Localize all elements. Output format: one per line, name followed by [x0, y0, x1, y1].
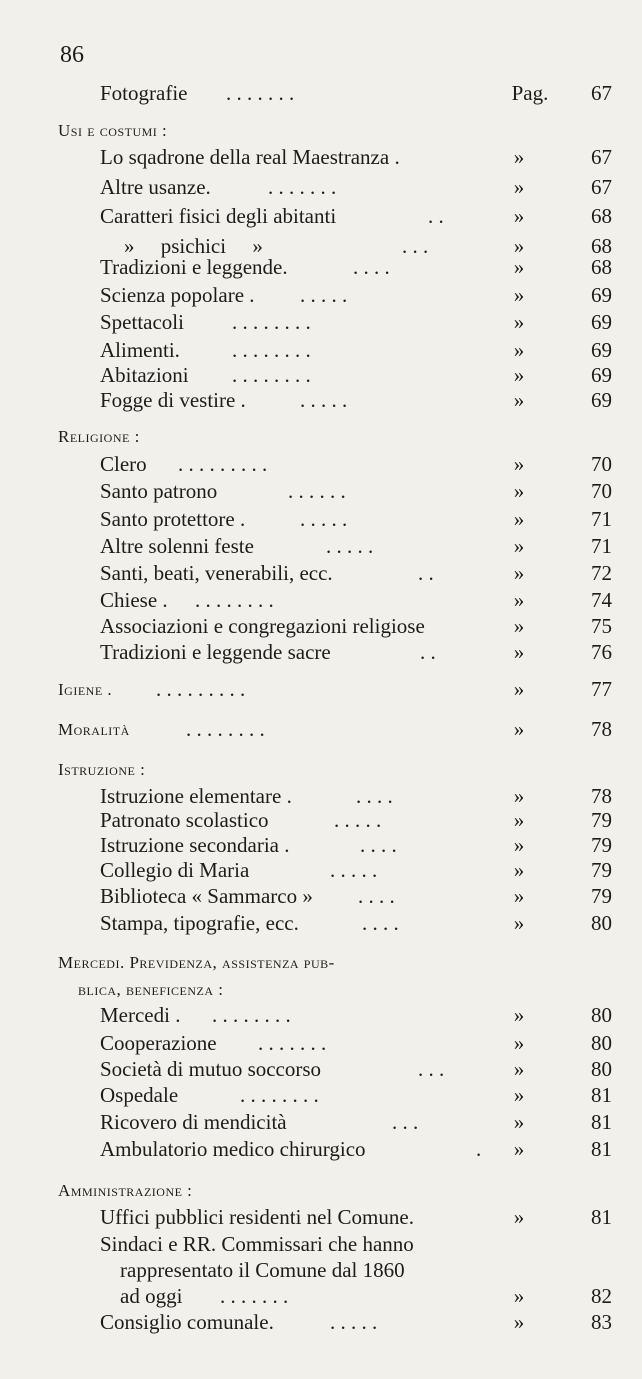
toc-entry	[0, 884, 642, 914]
toc-entry	[0, 1137, 642, 1167]
entry-page: 78	[591, 717, 612, 741]
entry-page: 78	[591, 784, 612, 808]
entry-page-label: Pag.	[511, 81, 549, 105]
section-heading-istruzione: Istruzione :	[58, 760, 146, 779]
entry-ditto-mark: »	[513, 175, 525, 199]
section-heading-religione: Religione :	[58, 427, 140, 446]
entry-title: Fogge di vestire .	[100, 388, 246, 412]
entry-leader-dots: . . . . . . . .	[232, 310, 311, 334]
entry-ditto-mark: »	[513, 204, 525, 228]
toc-entry	[0, 452, 642, 482]
entry-title: Tradizioni e leggende sacre	[100, 640, 331, 664]
entry-ditto-mark: »	[513, 588, 525, 612]
entry-page: 69	[591, 363, 612, 387]
entry-ditto-mark: »	[513, 1031, 525, 1055]
entry-ditto-mark: »	[513, 614, 525, 638]
entry-title: rappresentato il Comune dal 1860	[120, 1258, 405, 1282]
entry-title: ad oggi	[120, 1284, 183, 1308]
toc-entry	[0, 507, 642, 537]
entry-title: Clero	[100, 452, 147, 476]
entry-ditto-mark: »	[513, 1284, 525, 1308]
entry-title: » psichici »	[124, 234, 263, 258]
entry-ditto-mark: »	[513, 808, 525, 832]
entry-title: Stampa, tipografie, ecc.	[100, 911, 299, 935]
entry-ditto-mark: »	[513, 884, 525, 908]
entry-ditto-mark: »	[513, 310, 525, 334]
toc-entry	[0, 1310, 642, 1340]
toc-entry	[0, 310, 642, 340]
entry-leader-dots: . . . .	[360, 833, 397, 857]
entry-title: Abitazioni	[100, 363, 189, 387]
entry-ditto-mark: »	[513, 911, 525, 935]
entry-page: 74	[591, 588, 612, 612]
entry-title: Fotografie	[100, 81, 188, 105]
entry-page: 67	[591, 145, 612, 169]
entry-title: Collegio di Maria	[100, 858, 250, 882]
entry-page: 80	[591, 1057, 612, 1081]
entry-page: 71	[591, 507, 612, 531]
entry-leader-dots: . . . . . . .	[268, 175, 337, 199]
entry-page: 71	[591, 534, 612, 558]
entry-leader-dots: . . . .	[358, 884, 395, 908]
entry-page: 69	[591, 283, 612, 307]
entry-leader-dots: . . . . . . .	[220, 1284, 289, 1308]
entry-page: 76	[591, 640, 612, 664]
entry-ditto-mark: »	[513, 534, 525, 558]
entry-title: Patronato scolastico	[100, 808, 269, 832]
toc-entry	[0, 1110, 642, 1140]
entry-page: 68	[591, 255, 612, 279]
entry-leader-dots: . . .	[418, 1057, 445, 1081]
entry-leader-dots: . . . . . . . .	[195, 588, 274, 612]
entry-page: 80	[591, 911, 612, 935]
entry-leader-dots: . . . . . . . . .	[156, 677, 246, 701]
toc-entry	[0, 204, 642, 234]
entry-ditto-mark: »	[513, 1057, 525, 1081]
entry-leader-dots: . . . .	[356, 784, 393, 808]
entry-page: 82	[591, 1284, 612, 1308]
entry-title: Consiglio comunale.	[100, 1310, 274, 1334]
entry-leader-dots: . . . . .	[330, 858, 378, 882]
toc-entry	[0, 175, 642, 205]
toc-entry	[0, 1205, 642, 1235]
entry-ditto-mark: »	[513, 507, 525, 531]
entry-title: Biblioteca « Sammarco »	[100, 884, 313, 908]
entry-title: Spettacoli	[100, 310, 184, 334]
entry-page: 79	[591, 858, 612, 882]
entry-leader-dots: . . . . .	[300, 388, 348, 412]
entry-ditto-mark: »	[513, 255, 525, 279]
entry-ditto-mark: »	[513, 388, 525, 412]
entry-title: Ricovero di mendicità	[100, 1110, 287, 1134]
entry-leader-dots: . . . . . . . .	[186, 717, 265, 741]
entry-leader-dots: . . . . .	[326, 534, 374, 558]
entry-page: 68	[591, 204, 612, 228]
section-heading-mercedi-cont: blica, beneficenza :	[78, 980, 224, 999]
entry-page: 69	[591, 338, 612, 362]
section-heading-igiene: Igiene .	[58, 680, 113, 699]
entry-ditto-mark: »	[513, 479, 525, 503]
entry-ditto-mark: »	[513, 452, 525, 476]
entry-ditto-mark: »	[513, 640, 525, 664]
entry-ditto-mark: »	[513, 717, 525, 741]
entry-page: 75	[591, 614, 612, 638]
entry-leader-dots: . . . . . . .	[258, 1031, 327, 1055]
entry-title: Alimenti.	[100, 338, 180, 362]
entry-page: 81	[591, 1083, 612, 1107]
entry-leader-dots: . . . . .	[300, 507, 348, 531]
entry-page: 72	[591, 561, 612, 585]
entry-title: Ospedale	[100, 1083, 179, 1107]
entry-title: Santo protettore .	[100, 507, 246, 531]
entry-ditto-mark: »	[513, 145, 525, 169]
entry-page: 69	[591, 310, 612, 334]
entry-leader-dots: . .	[418, 561, 434, 585]
entry-title: Tradizioni e leggende.	[100, 255, 288, 279]
entry-leader-dots: . . . . . . . .	[240, 1083, 319, 1107]
entry-ditto-mark: »	[513, 784, 525, 808]
toc-entry	[0, 1003, 642, 1033]
entry-title: Cooperazione	[100, 1031, 217, 1055]
entry-title: Mercedi .	[100, 1003, 181, 1027]
entry-ditto-mark: »	[513, 677, 525, 701]
entry-leader-dots: . . . .	[353, 255, 390, 279]
entry-ditto-mark: »	[513, 234, 525, 258]
entry-ditto-mark: »	[513, 833, 525, 857]
entry-ditto-mark: »	[513, 338, 525, 362]
toc-entry	[0, 145, 642, 175]
entry-page: 81	[591, 1110, 612, 1134]
entry-title: Altre solenni feste	[100, 534, 254, 558]
entry-title: Sindaci e RR. Commissari che hanno	[100, 1232, 414, 1256]
entry-page: 80	[591, 1003, 612, 1027]
toc-entry	[0, 911, 642, 941]
entry-title: Santo patrono	[100, 479, 218, 503]
entry-title: Caratteri fisici degli abitanti	[100, 204, 337, 228]
entry-leader-dots: . . . . .	[330, 1310, 378, 1334]
toc-entry	[0, 561, 642, 591]
entry-ditto-mark: »	[513, 858, 525, 882]
section-heading-mercedi: Mercedi. Previdenza, assistenza pub-	[58, 953, 335, 972]
entry-page: 79	[591, 884, 612, 908]
entry-title: Chiese .	[100, 588, 168, 612]
entry-leader-dots: . . . . .	[334, 808, 382, 832]
entry-ditto-mark: »	[513, 1003, 525, 1027]
toc-entry	[0, 255, 642, 285]
entry-ditto-mark: »	[513, 283, 525, 307]
toc-entry	[0, 1083, 642, 1113]
entry-title: Uffici pubblici residenti nel Comune.	[100, 1205, 414, 1229]
entry-ditto-mark: »	[513, 561, 525, 585]
entry-leader-dots: . . .	[402, 234, 429, 258]
entry-ditto-mark: »	[513, 1205, 525, 1229]
entry-title: Ambulatorio medico chirurgico	[100, 1137, 366, 1161]
toc-entry	[0, 388, 642, 418]
entry-title: Associazioni e congregazioni religiose	[100, 614, 425, 638]
toc-entry	[0, 81, 642, 111]
toc-entry-moralita	[0, 717, 642, 747]
toc-entry-igiene	[0, 677, 642, 707]
entry-leader-dots: .	[476, 1137, 482, 1161]
entry-title: Lo sqadrone della real Maestranza .	[100, 145, 400, 169]
section-heading-usi: Usi e costumi :	[58, 121, 168, 140]
page-number: 86	[60, 42, 84, 68]
entry-leader-dots: . . . . . . . . .	[178, 452, 268, 476]
entry-page: 68	[591, 234, 612, 258]
entry-page: 69	[591, 388, 612, 412]
entry-leader-dots: . . .	[392, 1110, 419, 1134]
entry-title: Scienza popolare .	[100, 283, 255, 307]
entry-page: 67	[591, 81, 612, 105]
entry-leader-dots: . .	[420, 640, 436, 664]
entry-ditto-mark: »	[513, 1083, 525, 1107]
entry-ditto-mark: »	[513, 363, 525, 387]
entry-page: 70	[591, 452, 612, 476]
entry-leader-dots: . . . . .	[300, 283, 348, 307]
entry-page: 67	[591, 175, 612, 199]
entry-page: 81	[591, 1137, 612, 1161]
entry-title: Altre usanze.	[100, 175, 211, 199]
entry-leader-dots: . . . . . .	[288, 479, 346, 503]
entry-title: Santi, beati, venerabili, ecc.	[100, 561, 333, 585]
entry-ditto-mark: »	[513, 1110, 525, 1134]
toc-entry	[0, 534, 642, 564]
entry-title: Istruzione secondaria .	[100, 833, 290, 857]
entry-title: Società di mutuo soccorso	[100, 1057, 322, 1081]
toc-entry	[0, 479, 642, 509]
entry-leader-dots: . . . . . . . .	[212, 1003, 291, 1027]
entry-leader-dots: . .	[428, 204, 444, 228]
toc-entry	[0, 283, 642, 313]
section-heading-moralita: Moralità	[58, 720, 130, 739]
entry-page: 79	[591, 808, 612, 832]
entry-page: 77	[591, 677, 612, 701]
toc-entry	[0, 640, 642, 670]
entry-page: 79	[591, 833, 612, 857]
entry-leader-dots: . . . .	[362, 911, 399, 935]
entry-leader-dots: . . . . . . .	[226, 81, 295, 105]
entry-page: 70	[591, 479, 612, 503]
entry-ditto-mark: »	[513, 1137, 525, 1161]
section-heading-amministrazione: Amministrazione :	[58, 1181, 193, 1200]
entry-leader-dots: . . . . . . . .	[232, 363, 311, 387]
entry-ditto-mark: »	[513, 1310, 525, 1334]
entry-title: Istruzione elementare .	[100, 784, 292, 808]
entry-page: 81	[591, 1205, 612, 1229]
entry-page: 83	[591, 1310, 612, 1334]
entry-page: 80	[591, 1031, 612, 1055]
entry-leader-dots: . . . . . . . .	[232, 338, 311, 362]
